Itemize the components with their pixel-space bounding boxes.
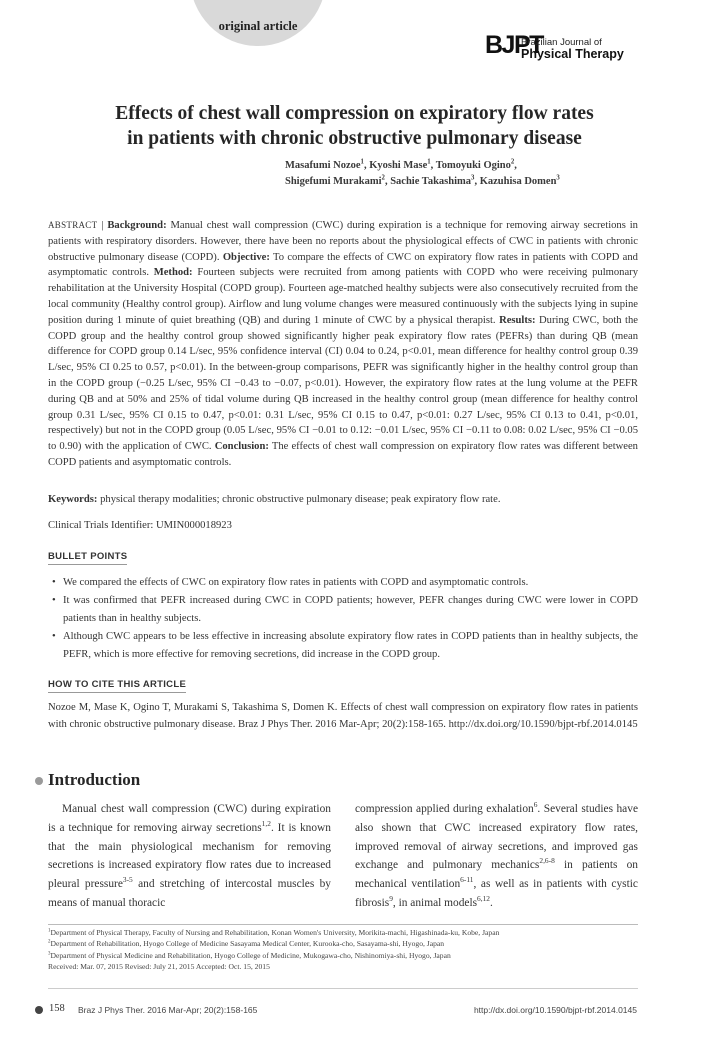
journal-logo [485, 28, 645, 64]
intro-text: and stretching of intercostal muscles by means of manual thoracic [48, 878, 331, 909]
title-line-2: in patients with chronic obstructive pulmonary disease [127, 128, 582, 149]
author-name: Kyoshi Mase [369, 160, 428, 171]
article-type-label: original article [218, 19, 298, 33]
results-heading: Results: [499, 314, 536, 326]
affil-text: Department of Rehabilitation, Hyogo College of Medicine Sasayama Medical Center, Kurooka-cho, Sasayama-shi, Hyogo, Japan [50, 939, 445, 949]
affiliations [48, 927, 648, 972]
article-title [40, 101, 669, 151]
logo-title: Physical Therapy [521, 47, 624, 61]
author-affil: 2 [510, 158, 515, 166]
objective-text: To compare the effects of CWC on expiratory flow rates in patients with COPD and asymptomatic controls. [48, 251, 638, 279]
author-affil: 3 [471, 174, 475, 182]
doi-link[interactable]: http://dx.doi.org/10.1590/bjpt-rbf.2014.0145 [473, 1005, 637, 1015]
background-heading: Background: [107, 220, 167, 231]
list-item: • It was confirmed that PEFR increased during CWC in COPD patients; however, PEFR changes during CWC were lower in COPD patients than in healthy subjects. [52, 595, 638, 624]
citation-ref: 9 [389, 894, 393, 904]
citation-ref: 6 [533, 800, 538, 810]
affil-number: 2 [48, 939, 51, 945]
logo-mark: BJPT [485, 31, 543, 59]
background-text: Manual chest wall compression (CWC) during expiration is a technique for removing airway secretions in patients with respiratory disorders. However, there have been no reports about the physiological effects of CWC in patients with chronic obstructive pulmonary disease (COPD). [48, 220, 638, 263]
intro-text: . It is known that the main physiological mechanism for removing secretions is increased expiratory flow rates due to increased pleural pressure [48, 821, 331, 891]
list-item: • We compared the effects of CWC on expiratory flow rates in patients with COPD and asymptomatic controls. [52, 577, 529, 588]
affil-number: 3 [48, 951, 51, 957]
citation-ref: 6,12 [477, 894, 491, 904]
author-affil: 1 [360, 158, 364, 166]
method-text: Fourteen subjects were recruited from among patients with COPD who were receiving pulmonary rehabilitation at the University Hospital (COPD group). Fourteen age-matched healthy subjects were also consecutively recruited from the local community (Healthy control group). Airflow and lung volume changes were measured continuously with the subjects lying in supine position during 1 minute of quiet breathing (QB) and during 1 minute of CWC by a physical therapist. [48, 267, 639, 326]
keywords-label: Keywords: [48, 494, 98, 505]
author-affil: 1 [427, 158, 431, 166]
author-affil: 3 [556, 174, 560, 182]
author-name: Sachie Takashima [390, 176, 472, 187]
bullet-text: We compared the effects of CWC on expiratory flow rates in patients with COPD and asymptomatic controls. [63, 577, 529, 588]
intro-right-column [355, 800, 638, 913]
bullet-text: Although CWC appears to be less effective in increasing absolute expiratory flow rates in COPD patients than in healthy subjects, the PEFR, which is more effective for removing secretions, did increase in the COPD group. [63, 631, 638, 660]
affil-text: Department of Physical Therapy, Faculty of Nursing and Rehabilitation, Konan Women's University, Morikita-machi, Higashinada-ku, Kobe, Japan [50, 928, 500, 937]
bullet-points-heading: BULLET POINTS [48, 551, 127, 565]
footnote-divider [48, 924, 638, 925]
abstract-label: ABSTRACT [48, 220, 98, 230]
intro-text: , in animal models [392, 896, 478, 909]
affiliation [48, 927, 648, 938]
citation-ref: 6-11 [460, 875, 474, 885]
keywords-text: physical therapy modalities; chronic obstructive pulmonary disease; peak expiratory flow rate. [100, 494, 501, 505]
journal-reference: Braz J Phys Ther. 2016 Mar-Apr; 20(2):158-165 [78, 1005, 258, 1015]
intro-text: compression applied during exhalation [355, 803, 534, 815]
section-bullet-icon [35, 777, 43, 785]
conclusion-text: The effects of chest wall compression on expiratory flow rates was different between COPD patients and asymptomatic controls. [48, 441, 638, 468]
list-item: • Although CWC appears to be less effective in increasing absolute expiratory flow rates in COPD patients than in healthy subjects, the PEFR, which is more effective for removing secretions, did increase in the COPD group. [52, 631, 638, 660]
author-name: Shigefumi Murakami [285, 176, 382, 187]
trial-identifier: Clinical Trials Identifier: UMIN000018923 [48, 520, 232, 531]
bullet-points-list [48, 574, 638, 664]
intro-text: , as well as in patients with cystic fibrosis [355, 878, 638, 909]
keywords [48, 494, 638, 505]
author-name: Tomoyuki Ogino [435, 160, 511, 171]
author-list [285, 158, 560, 190]
author-line-1: Masafumi Nozoe$^1$, Kyoshi Mase$^1$, Tomoyuki Ogino$^2$, [285, 158, 517, 171]
citation-text: Nozoe M, Mase K, Ogino T, Murakami S, Takashima S, Domen K. Effects of chest wall compression on expiratory flow rates in patients with chronic obstructive pulmonary disease. Braz J Phys Ther. 2016 Mar-Apr; 20(2):158-165. http://dx.doi.org/10.1590/bjpt-rbf.2014.0145 [48, 702, 638, 730]
affil-text: Department of Physical Medicine and Rehabilitation, Hyogo College of Medicine, Mukogawa-cho, Nishinomiya-shi, Hyogo, Japan [50, 950, 451, 960]
intro-text: . Several studies have also shown that CWC increased expiratory flow rates, improved removal of airway secretions, and improved gas exchange and pulmonary mechanics [355, 803, 638, 872]
author-name: Masafumi Nozoe [285, 160, 361, 171]
citation-ref: 1,2 [261, 819, 271, 828]
intro-text: . [490, 896, 493, 909]
method-heading: Method: [153, 267, 193, 279]
citation-ref: 2,6-8 [539, 856, 555, 866]
footer-divider [48, 988, 638, 989]
affiliation [48, 938, 648, 949]
title-line-1: Effects of chest wall compression on expiratory flow rates [115, 103, 594, 124]
results-text: During CWC, both the COPD group and the healthy control group showed significantly higher peak expiratory flow rates (PEFRs) than during QB (mean difference for COPD group 0.14 L/sec, 95% confidence interval (CI) 0.04 to 0.24, p<0.01, mean difference for healthy control group 0.39 L/sec, 95% CI 0.25 to 0.57, p<0.01). In the between-group comparisons, PEFR was significantly higher in the healthy control group than in the COPD group (−0.25 L/sec, 95% CI −0.43 to −0.07, p<0.01). However, the expiratory flow rates at the lung volume at the PEFR during QB and at 50% and 25% of tidal volume during QB increased in the healthy control group (mean difference for healthy control group 0.31 L/sec, 95% CI 0.15 to 0.47, p<0.01: 0.31 L/sec, 95% CI 0.15 to 0.47, p<0.01: 0.27 L/sec, 95% CI 0.13 to 0.41, p<0.01, respectively) but not in the COPD group (0.05 L/sec, 95% CI −0.01 to 0.12: −0.01 L/sec, 95% CI −0.11 to 0.08: 0.02 L/sec, 95% CI −0.05 to 0.90) with the application of CWC. [48, 314, 638, 453]
introduction-heading: Introduction [48, 770, 141, 789]
bullet-text: It was confirmed that PEFR increased during CWC in COPD patients; however, PEFR changes during CWC were lower in COPD patients than in healthy subjects. [63, 595, 638, 624]
intro-left-column [48, 800, 331, 913]
affiliation [48, 950, 648, 961]
affil-number: 1 [48, 928, 51, 934]
author-affil: 2 [381, 174, 385, 182]
author-line-2: Shigefumi Murakami$^2$, Sachie Takashima$^3$, Kazuhisa Domen$^3$ [285, 174, 560, 187]
author-name: Kazuhisa Domen [479, 176, 557, 187]
how-to-cite-heading: HOW TO CITE THIS ARTICLE [48, 679, 186, 693]
footer-bullet-icon [35, 1006, 43, 1014]
received-dates: Received: Mar. 07, 2015 Revised: July 21, 2015 Accepted: Oct. 15, 2015 [48, 961, 270, 971]
citation-ref: 3-5 [122, 875, 133, 885]
objective-heading: Objective: [222, 251, 270, 263]
intro-text: in patients on mechanical ventilation [355, 859, 638, 891]
abstract: ABSTRACT | Background: Manual chest wall compression (CWC) during expiration is a technique for removing airway secretions in patients with respiratory disorders. However, there have been no reports about the physiological effects of CWC in patients with chronic obstructive pulmonary disease (COPD). Objective: To compare the effects of CWC on expiratory flow rates in patients with COPD and asymptomatic controls. Method: Fourteen subjects were recruited from among patients with COPD who were receiving pulmonary rehabilitation at the University Hospital (COPD group). Fourteen age-matched healthy subjects were also consecutively recruited from the local community (Healthy control group). Airflow and lung volume changes were measured continuously with the subjects lying in supine position during 1 minute of quiet breathing (QB) and during 1 minute of CWC by a physical therapist. Results: During CWC, both the COPD group and the healthy control group showed significantly higher peak expiratory flow rates (PEFRs) than during QB (mean difference for COPD group 0.14 L/sec, 95% confidence interval (CI) 0.04 to 0.24, p<0.01, mean difference for healthy control group 0.39 L/sec, 95% CI 0.25 to 0.57, p<0.01). In the between-group comparisons, PEFR was significantly higher in the healthy control group than in the COPD group (−0.25 L/sec, 95% CI −0.43 to −0.07, p<0.01). However, the expiratory flow rates at the lung volume at the PEFR during QB and at 50% and 25% of tidal volume during QB increased in the healthy control group (mean difference for healthy control group 0.31 L/sec, 95% CI 0.15 to 0.47, p<0.01: 0.31 L/sec, 95% CI 0.15 to 0.47, p<0.01: 0.27 L/sec, 95% CI 0.13 to 0.41, p<0.01, respectively) but not in the COPD group (0.05 L/sec, 95% CI −0.01 to 0.12: −0.01 L/sec, 95% CI −0.11 to 0.08: 0.02 L/sec, 95% CI −0.05 to 0.90) with the application of CWC. Conclusion: The effects of chest wall compression on expiratory flow rates was different between COPD patients and asymptomatic controls. [48, 220, 639, 468]
intro-text: Manual chest wall compression (CWC) during expiration is a technique for removing airway secretions [48, 803, 331, 834]
page-number: 158 [49, 1003, 65, 1014]
logo-subtitle: Brazilian Journal of [521, 37, 602, 48]
conclusion-heading: Conclusion: [214, 441, 269, 453]
